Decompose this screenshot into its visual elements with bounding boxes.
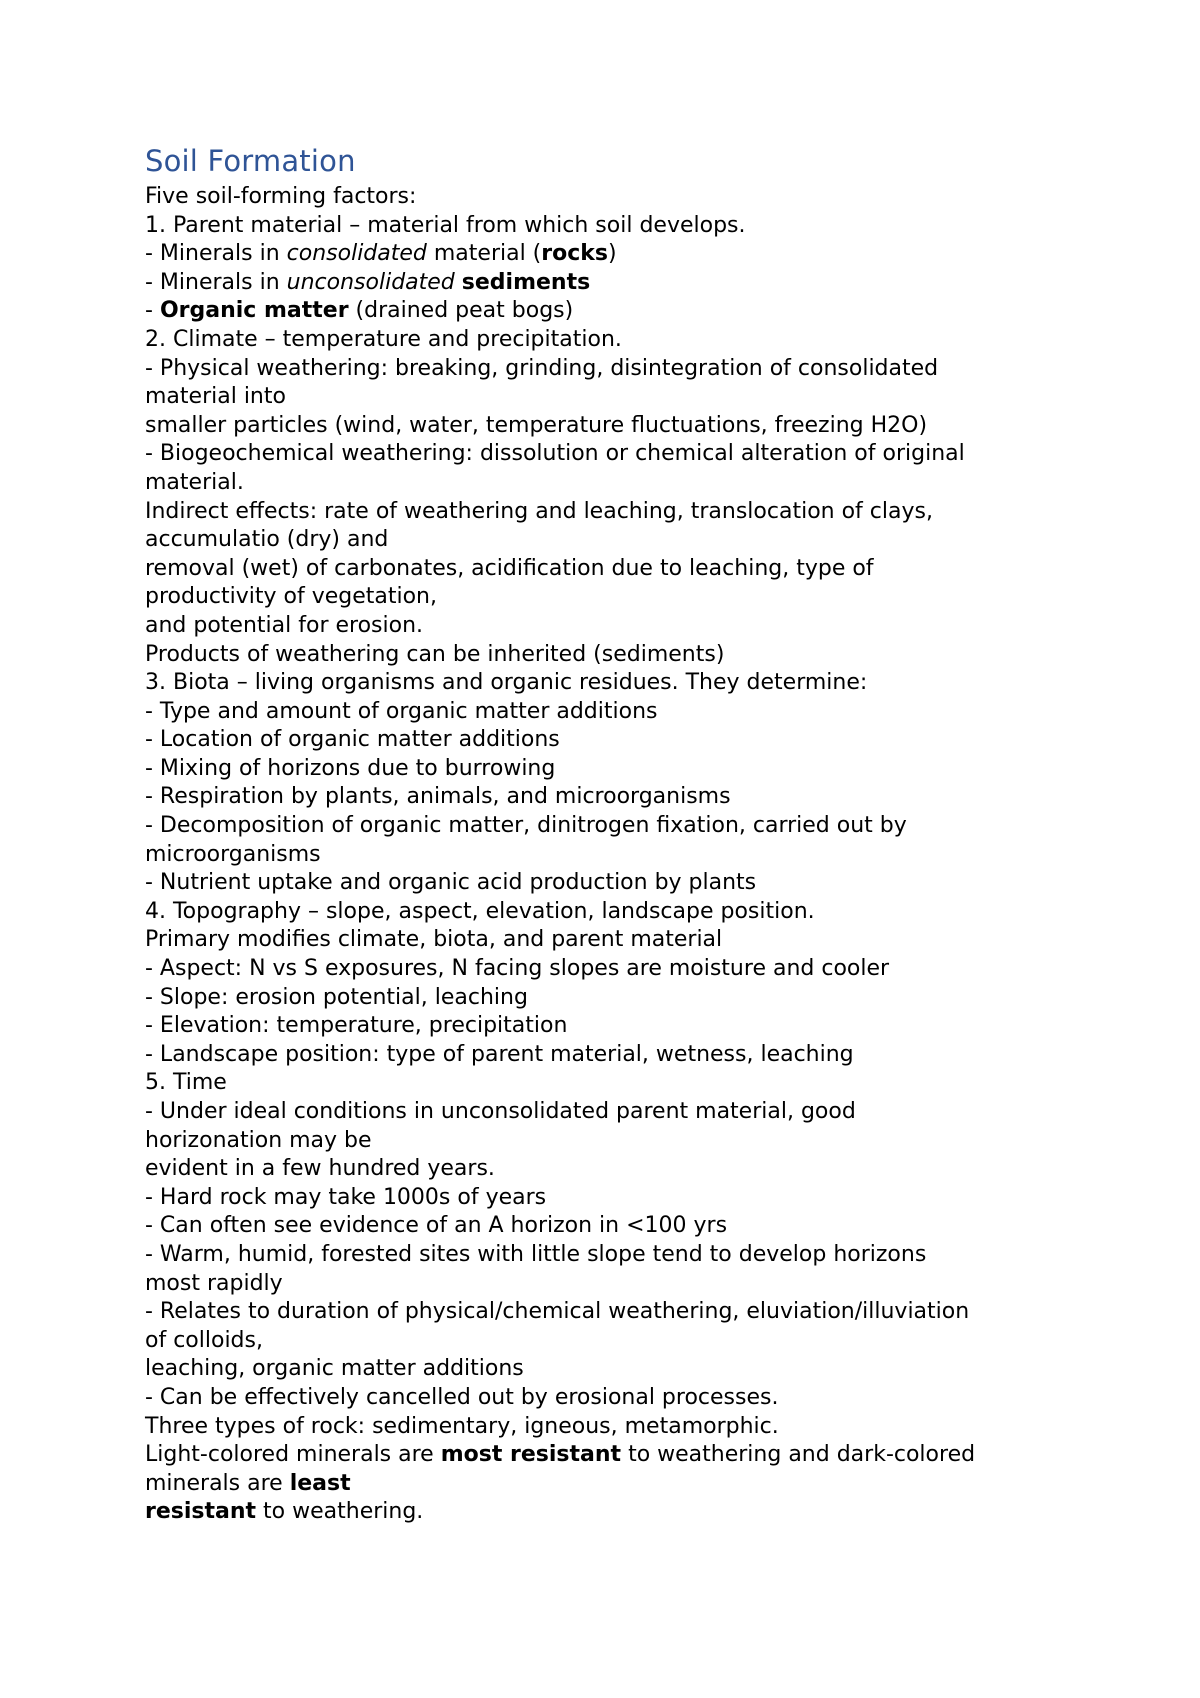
text-line	[145, 383, 1095, 412]
text-line	[145, 926, 1095, 955]
text-line	[145, 297, 1095, 326]
text-line	[145, 469, 1095, 498]
text-line	[145, 355, 1095, 384]
text-run: -	[145, 298, 160, 324]
text-run: (drained peat bogs)	[348, 298, 574, 324]
text-line	[145, 812, 1095, 841]
text-line	[145, 869, 1095, 898]
text-run: horizonation may be	[145, 1127, 372, 1153]
text-line	[145, 1270, 1095, 1299]
text-run: Products of weathering can be inherited (sediments)	[145, 641, 725, 667]
text-run: - Decomposition of organic matter, dinitrogen fixation, carried out by	[145, 813, 907, 839]
bold-text: least	[289, 1470, 351, 1496]
text-run: - Can be effectively cancelled out by erosional processes.	[145, 1384, 779, 1410]
text-run: - Biogeochemical weathering: dissolution or chemical alteration of original	[145, 441, 965, 467]
text-line	[145, 1413, 1095, 1442]
text-line	[145, 440, 1095, 469]
text-run: leaching, organic matter additions	[145, 1356, 524, 1382]
bold-text: sediments	[461, 269, 591, 295]
text-run: of colloids,	[145, 1327, 263, 1353]
text-run: material (	[426, 241, 542, 267]
text-run: 4. Topography – slope, aspect, elevation, landscape position.	[145, 898, 815, 924]
text-run: - Mixing of horizons due to burrowing	[145, 755, 556, 781]
text-line	[145, 326, 1095, 355]
text-run: Five soil-forming factors:	[145, 184, 417, 209]
text-line	[145, 526, 1095, 555]
text-line	[145, 1098, 1095, 1127]
text-line	[145, 212, 1095, 241]
text-line	[145, 698, 1095, 727]
bold-text: resistant	[145, 1499, 257, 1525]
text-run: - Can often see evidence of an A horizon in <100 yrs	[145, 1213, 728, 1239]
text-line	[145, 1069, 1095, 1098]
text-line	[145, 726, 1095, 755]
text-run: material into	[145, 384, 286, 410]
text-line	[145, 783, 1095, 812]
text-run: to weathering.	[256, 1499, 424, 1525]
text-line	[145, 1441, 1095, 1470]
italic-text: unconsolidated	[286, 269, 455, 295]
text-run: to weathering and dark-colored	[621, 1442, 976, 1468]
text-line	[145, 841, 1095, 870]
text-line	[145, 955, 1095, 984]
text-run: 2. Climate – temperature and precipitation.	[145, 326, 622, 352]
text-line	[145, 641, 1095, 670]
text-run: - Aspect: N vs S exposures, N facing slopes are moisture and cooler	[145, 956, 890, 982]
text-line	[145, 269, 1095, 298]
text-line	[145, 1327, 1095, 1356]
text-run: - Under ideal conditions in unconsolidated parent material, good	[145, 1099, 856, 1124]
text-line	[145, 612, 1095, 641]
text-run: microorganisms	[145, 841, 321, 867]
text-line	[145, 1298, 1095, 1327]
text-line	[145, 583, 1095, 612]
text-run: - Slope: erosion potential, leaching	[145, 984, 528, 1010]
text-run: and potential for erosion.	[145, 612, 424, 638]
text-run: 5. Time	[145, 1070, 227, 1096]
text-line	[145, 1498, 1095, 1527]
text-run: - Type and amount of organic matter additions	[145, 698, 658, 724]
text-run: removal (wet) of carbonates, acidification due to leaching, type of	[145, 555, 874, 581]
text-run: productivity of vegetation,	[145, 584, 437, 610]
text-line	[145, 898, 1095, 927]
text-run: - Nutrient uptake and organic acid production by plants	[145, 870, 757, 896]
page-title: Soil Formation	[145, 144, 356, 178]
text-run: - Respiration by plants, animals, and microorganisms	[145, 784, 731, 810]
text-line	[145, 1012, 1095, 1041]
text-run: - Landscape position: type of parent material, wetness, leaching	[145, 1041, 854, 1067]
text-run: material.	[145, 469, 244, 495]
text-run: - Minerals in	[145, 269, 287, 295]
italic-text: consolidated	[286, 241, 427, 267]
text-line	[145, 984, 1095, 1013]
text-run: Light-colored minerals are	[145, 1442, 441, 1468]
text-run: 3. Biota – living organisms and organic residues. They determine:	[145, 670, 868, 696]
text-run: minerals are	[145, 1470, 290, 1496]
text-run: - Minerals in	[145, 241, 287, 267]
text-run	[455, 270, 462, 295]
text-line	[145, 1212, 1095, 1241]
text-run: smaller particles (wind, water, temperature fluctuations, freezing H2O)	[145, 412, 928, 438]
bold-text: Organic matter	[159, 298, 349, 324]
text-line	[145, 183, 1095, 212]
text-line	[145, 240, 1095, 269]
document-body	[145, 183, 1095, 1527]
bold-text: rocks	[541, 241, 609, 267]
text-line	[145, 1355, 1095, 1384]
text-run: - Location of organic matter additions	[145, 727, 560, 753]
text-line	[145, 555, 1095, 584]
text-run: Indirect effects: rate of weathering and leaching, translocation of clays,	[145, 498, 933, 524]
text-run: )	[608, 241, 617, 267]
text-run: - Relates to duration of physical/chemical weathering, eluviation/illuviation	[145, 1299, 970, 1325]
text-run: - Warm, humid, forested sites with little slope tend to develop horizons	[145, 1241, 927, 1267]
text-line	[145, 1384, 1095, 1413]
text-run: - Physical weathering: breaking, grinding, disintegration of consolidated	[145, 355, 939, 381]
text-line	[145, 1041, 1095, 1070]
bold-text: most resistant	[440, 1442, 622, 1468]
text-line	[145, 669, 1095, 698]
text-run: most rapidly	[145, 1270, 283, 1296]
text-run: - Elevation: temperature, precipitation	[145, 1013, 568, 1039]
text-run: evident in a few hundred years.	[145, 1156, 495, 1182]
text-run: - Hard rock may take 1000s of years	[145, 1184, 547, 1210]
text-line	[145, 1470, 1095, 1499]
text-line	[145, 1155, 1095, 1184]
text-line	[145, 1241, 1095, 1270]
text-line	[145, 1184, 1095, 1213]
text-run: 1. Parent material – material from which soil develops.	[145, 212, 746, 238]
document-page	[145, 143, 1095, 1527]
text-line	[145, 498, 1095, 527]
text-line	[145, 412, 1095, 441]
text-line	[145, 1127, 1095, 1156]
text-run: accumulatio (dry) and	[145, 527, 389, 553]
text-run: Primary modifies climate, biota, and parent material	[145, 927, 723, 953]
text-line	[145, 755, 1095, 784]
text-run: Three types of rock: sedimentary, igneous, metamorphic.	[145, 1413, 779, 1439]
